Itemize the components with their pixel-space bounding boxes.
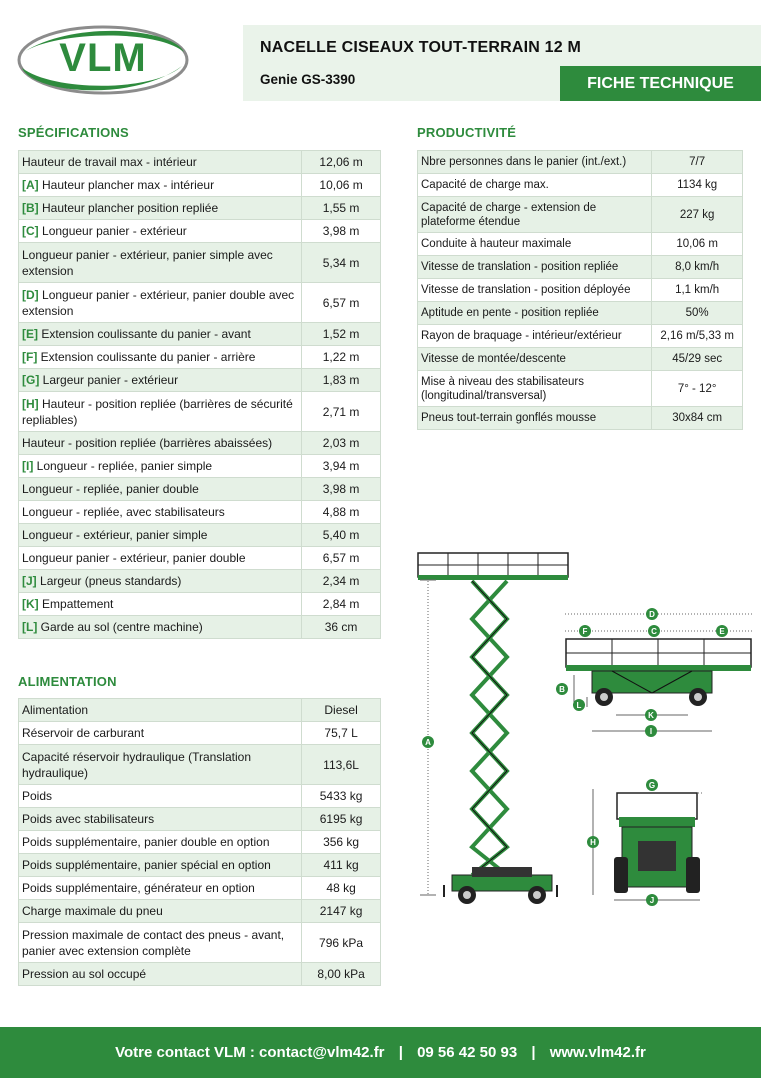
table-row — [418, 279, 743, 302]
table-row — [418, 151, 743, 174]
row-label: Vitesse de translation - position repliée — [421, 261, 619, 273]
table-row — [19, 243, 381, 283]
row-value: 30x84 cm — [652, 407, 743, 430]
row-label: Mise à niveau des stabilisateurs (longitudinal/transversal) — [421, 375, 584, 402]
row-label: Pression au sol occupé — [22, 967, 147, 981]
footer-website[interactable]: www.vlm42.fr — [549, 1044, 646, 1061]
row-label-cell — [418, 256, 652, 279]
row-value: 411 kg — [302, 854, 381, 877]
row-value: 10,06 m — [652, 233, 743, 256]
row-label-cell — [19, 547, 302, 570]
table-row — [418, 174, 743, 197]
table-row — [19, 808, 381, 831]
table-row — [19, 785, 381, 808]
row-label: Poids supplémentaire, panier spécial en option — [22, 858, 271, 872]
row-value: 8,0 km/h — [652, 256, 743, 279]
row-label: Aptitude en pente - position repliée — [421, 307, 599, 319]
row-label: Poids avec stabilisateurs — [22, 812, 155, 826]
row-label: Alimentation — [22, 703, 89, 717]
row-label: Extension coulissante du panier - arrière — [40, 350, 256, 364]
row-label-cell — [19, 963, 302, 986]
row-label-cell — [418, 302, 652, 325]
row-label: Poids supplémentaire, panier double en option — [22, 835, 270, 849]
table-row — [19, 923, 381, 963]
table-row — [19, 593, 381, 616]
row-label-cell — [19, 616, 302, 639]
row-value: 8,00 kPa — [302, 963, 381, 986]
row-label-cell — [19, 151, 302, 174]
dimension-code: [C] — [22, 224, 39, 238]
row-label-cell — [19, 392, 302, 432]
table-row — [19, 369, 381, 392]
table-row — [19, 197, 381, 220]
row-label: Charge maximale du pneu — [22, 904, 163, 918]
row-label: Capacité réservoir hydraulique (Translation hydraulique) — [22, 749, 251, 780]
dimension-code: [K] — [22, 597, 39, 611]
dimension-code: [D] — [22, 287, 39, 302]
row-label-cell — [19, 524, 302, 547]
dimension-code: [L] — [22, 620, 38, 634]
row-label: Vitesse de montée/descente — [421, 353, 566, 365]
row-label: Poids supplémentaire, générateur en option — [22, 881, 255, 895]
row-label: Capacité de charge max. — [421, 179, 549, 191]
table-row — [19, 854, 381, 877]
row-label: Hauteur de travail max - intérieur — [22, 155, 197, 169]
row-value: 2,84 m — [302, 593, 381, 616]
row-label: Vitesse de translation - position déployée — [421, 284, 631, 296]
table-row — [19, 432, 381, 455]
table-row — [19, 831, 381, 854]
dim-label-j: J — [649, 896, 655, 905]
rear-view-drawing — [593, 789, 702, 900]
row-label: Longueur - extérieur, panier simple — [22, 528, 208, 542]
productivity-table — [417, 150, 743, 430]
dim-label-l: L — [576, 701, 582, 710]
table-row — [19, 392, 381, 432]
row-label-cell — [418, 233, 652, 256]
table-row — [19, 570, 381, 593]
row-label-cell — [19, 478, 302, 501]
dim-label-a: A — [425, 738, 431, 747]
row-value: 1,55 m — [302, 197, 381, 220]
row-label: Nbre personnes dans le panier (int./ext.) — [421, 156, 627, 168]
row-label-cell — [19, 501, 302, 524]
row-value: 113,6L — [302, 745, 381, 785]
table-row — [19, 283, 381, 323]
row-value: 6,57 m — [302, 547, 381, 570]
row-value: 2,34 m — [302, 570, 381, 593]
row-label: Hauteur - position repliée (barrières de sécurité repliables) — [22, 396, 293, 427]
row-value: 3,98 m — [302, 220, 381, 243]
table-row — [19, 722, 381, 745]
row-label: Longueur panier - extérieur, panier double avec extension — [22, 287, 295, 318]
row-value: 7/7 — [652, 151, 743, 174]
table-row — [418, 407, 743, 430]
model-name: Genie GS-3390 — [260, 72, 356, 87]
row-value: 5433 kg — [302, 785, 381, 808]
row-value: Diesel — [302, 699, 381, 722]
dim-label-d: D — [649, 610, 655, 619]
row-label-cell — [19, 174, 302, 197]
table-row — [19, 220, 381, 243]
footer-contact-bar — [0, 1027, 761, 1078]
row-value: 227 kg — [652, 197, 743, 233]
table-row — [418, 302, 743, 325]
footer-contact-email[interactable]: Votre contact VLM : contact@vlm42.fr — [115, 1044, 385, 1061]
page-title: NACELLE CISEAUX TOUT-TERRAIN 12 M — [260, 39, 581, 56]
row-label-cell — [19, 854, 302, 877]
row-value: 1,1 km/h — [652, 279, 743, 302]
productivity-title: PRODUCTIVITÉ — [417, 125, 517, 140]
row-label-cell — [418, 279, 652, 302]
row-label-cell — [418, 407, 652, 430]
row-label-cell — [418, 325, 652, 348]
dimension-code: [I] — [22, 459, 34, 473]
table-row — [19, 478, 381, 501]
row-value: 1,52 m — [302, 323, 381, 346]
row-value: 7° - 12° — [652, 371, 743, 407]
table-row — [19, 963, 381, 986]
row-label: Largeur panier - extérieur — [42, 373, 179, 387]
row-label-cell — [19, 432, 302, 455]
row-value: 75,7 L — [302, 722, 381, 745]
row-value: 12,06 m — [302, 151, 381, 174]
dim-label-b: B — [559, 685, 565, 694]
table-row — [19, 524, 381, 547]
table-row — [19, 877, 381, 900]
dimension-code: [E] — [22, 327, 38, 341]
table-row — [19, 174, 381, 197]
row-label-cell — [19, 831, 302, 854]
row-label-cell — [19, 243, 302, 283]
power-title: ALIMENTATION — [18, 674, 117, 689]
row-label-cell — [19, 283, 302, 323]
table-row — [19, 699, 381, 722]
row-label-cell — [19, 785, 302, 808]
footer-separator: | — [531, 1044, 536, 1061]
row-label-cell — [418, 174, 652, 197]
dim-label-f: F — [582, 627, 588, 636]
row-label: Longueur panier - extérieur — [42, 224, 187, 238]
table-row — [418, 233, 743, 256]
vlm-logo — [14, 22, 192, 98]
row-value: 4,88 m — [302, 501, 381, 524]
row-label: Hauteur - position repliée (barrières abaissées) — [22, 436, 273, 450]
power-table — [18, 698, 381, 986]
row-label-cell — [418, 197, 652, 233]
row-value: 3,94 m — [302, 455, 381, 478]
row-label: Pneus tout-terrain gonflés mousse — [421, 412, 597, 424]
row-value: 1134 kg — [652, 174, 743, 197]
dim-label-h: H — [590, 838, 596, 847]
dimension-code: [G] — [22, 373, 40, 387]
row-label-cell — [19, 593, 302, 616]
table-row — [19, 323, 381, 346]
row-value: 10,06 m — [302, 174, 381, 197]
table-row — [418, 197, 743, 233]
row-label: Longueur - repliée, panier simple — [36, 459, 213, 473]
row-label-cell — [19, 369, 302, 392]
dimension-code: [H] — [22, 396, 39, 411]
table-row — [19, 455, 381, 478]
row-label: Longueur - repliée, panier double — [22, 482, 199, 496]
row-label-cell — [418, 348, 652, 371]
table-row — [418, 371, 743, 407]
row-value: 3,98 m — [302, 478, 381, 501]
row-label-cell — [19, 197, 302, 220]
row-label-cell — [19, 699, 302, 722]
row-label: Capacité de charge - extension de plateforme étendue — [421, 201, 597, 228]
table-row — [19, 745, 381, 785]
table-row — [418, 325, 743, 348]
dimension-code: [J] — [22, 574, 37, 588]
row-label: Garde au sol (centre machine) — [40, 620, 203, 634]
table-row — [418, 348, 743, 371]
footer-phone[interactable]: 09 56 42 50 93 — [417, 1044, 518, 1061]
row-value: 6,57 m — [302, 283, 381, 323]
dim-label-i: I — [649, 727, 653, 736]
table-row — [19, 547, 381, 570]
table-row — [19, 501, 381, 524]
row-label-cell — [19, 346, 302, 369]
row-value: 5,34 m — [302, 243, 381, 283]
row-value: 48 kg — [302, 877, 381, 900]
row-label-cell — [19, 900, 302, 923]
specs-title: SPÉCIFICATIONS — [18, 125, 129, 140]
dim-label-c: C — [651, 627, 657, 636]
row-label-cell — [19, 455, 302, 478]
row-label: Longueur - repliée, avec stabilisateurs — [22, 505, 225, 519]
row-label: Longueur panier - extérieur, panier simple avec extension — [22, 247, 273, 278]
row-value: 2,03 m — [302, 432, 381, 455]
row-value: 45/29 sec — [652, 348, 743, 371]
row-value: 5,40 m — [302, 524, 381, 547]
row-value: 50% — [652, 302, 743, 325]
row-value: 36 cm — [302, 616, 381, 639]
row-label-cell — [19, 323, 302, 346]
row-label-cell — [19, 877, 302, 900]
row-value: 1,22 m — [302, 346, 381, 369]
specs-table — [18, 150, 381, 639]
row-label-cell — [19, 220, 302, 243]
fiche-technique-badge: FICHE TECHNIQUE — [560, 66, 761, 101]
table-row — [19, 151, 381, 174]
row-value: 1,83 m — [302, 369, 381, 392]
table-row — [418, 256, 743, 279]
header-title-box — [243, 25, 761, 101]
dim-label-g: G — [648, 781, 656, 790]
row-label-cell — [19, 722, 302, 745]
row-label-cell — [19, 923, 302, 963]
dimension-code: [B] — [22, 201, 39, 215]
row-value: 356 kg — [302, 831, 381, 854]
row-label-cell — [19, 745, 302, 785]
table-row — [19, 346, 381, 369]
footer-separator: | — [398, 1044, 403, 1061]
row-label: Rayon de braquage - intérieur/extérieur — [421, 330, 622, 342]
table-row — [19, 616, 381, 639]
row-label: Poids — [22, 789, 53, 803]
table-row — [19, 900, 381, 923]
dim-label-k: K — [648, 711, 654, 720]
row-label: Empattement — [42, 597, 114, 611]
row-label: Conduite à hauteur maximale — [421, 238, 572, 250]
row-label-cell — [19, 808, 302, 831]
row-label: Pression maximale de contact des pneus - avant, panier avec extension complète — [22, 927, 285, 958]
row-label: Longueur panier - extérieur, panier double — [22, 551, 246, 565]
row-label: Hauteur plancher max - intérieur — [42, 178, 215, 192]
row-label: Largeur (pneus standards) — [40, 574, 182, 588]
row-label: Extension coulissante du panier - avant — [41, 327, 251, 341]
row-label-cell — [418, 371, 652, 407]
dimension-code: [A] — [22, 178, 39, 192]
row-value: 6195 kg — [302, 808, 381, 831]
row-value: 796 kPa — [302, 923, 381, 963]
row-label-cell — [418, 151, 652, 174]
logo-text: VLM — [59, 36, 147, 80]
machine-dimensions-diagram — [412, 545, 761, 915]
row-label: Hauteur plancher position repliée — [42, 201, 219, 215]
raised-machine-drawing — [418, 553, 568, 904]
row-value: 2,71 m — [302, 392, 381, 432]
dimension-code: [F] — [22, 350, 38, 364]
row-value: 2,16 m/5,33 m — [652, 325, 743, 348]
row-label-cell — [19, 570, 302, 593]
row-value: 2147 kg — [302, 900, 381, 923]
dim-label-e: E — [719, 627, 725, 636]
row-label: Réservoir de carburant — [22, 726, 145, 740]
